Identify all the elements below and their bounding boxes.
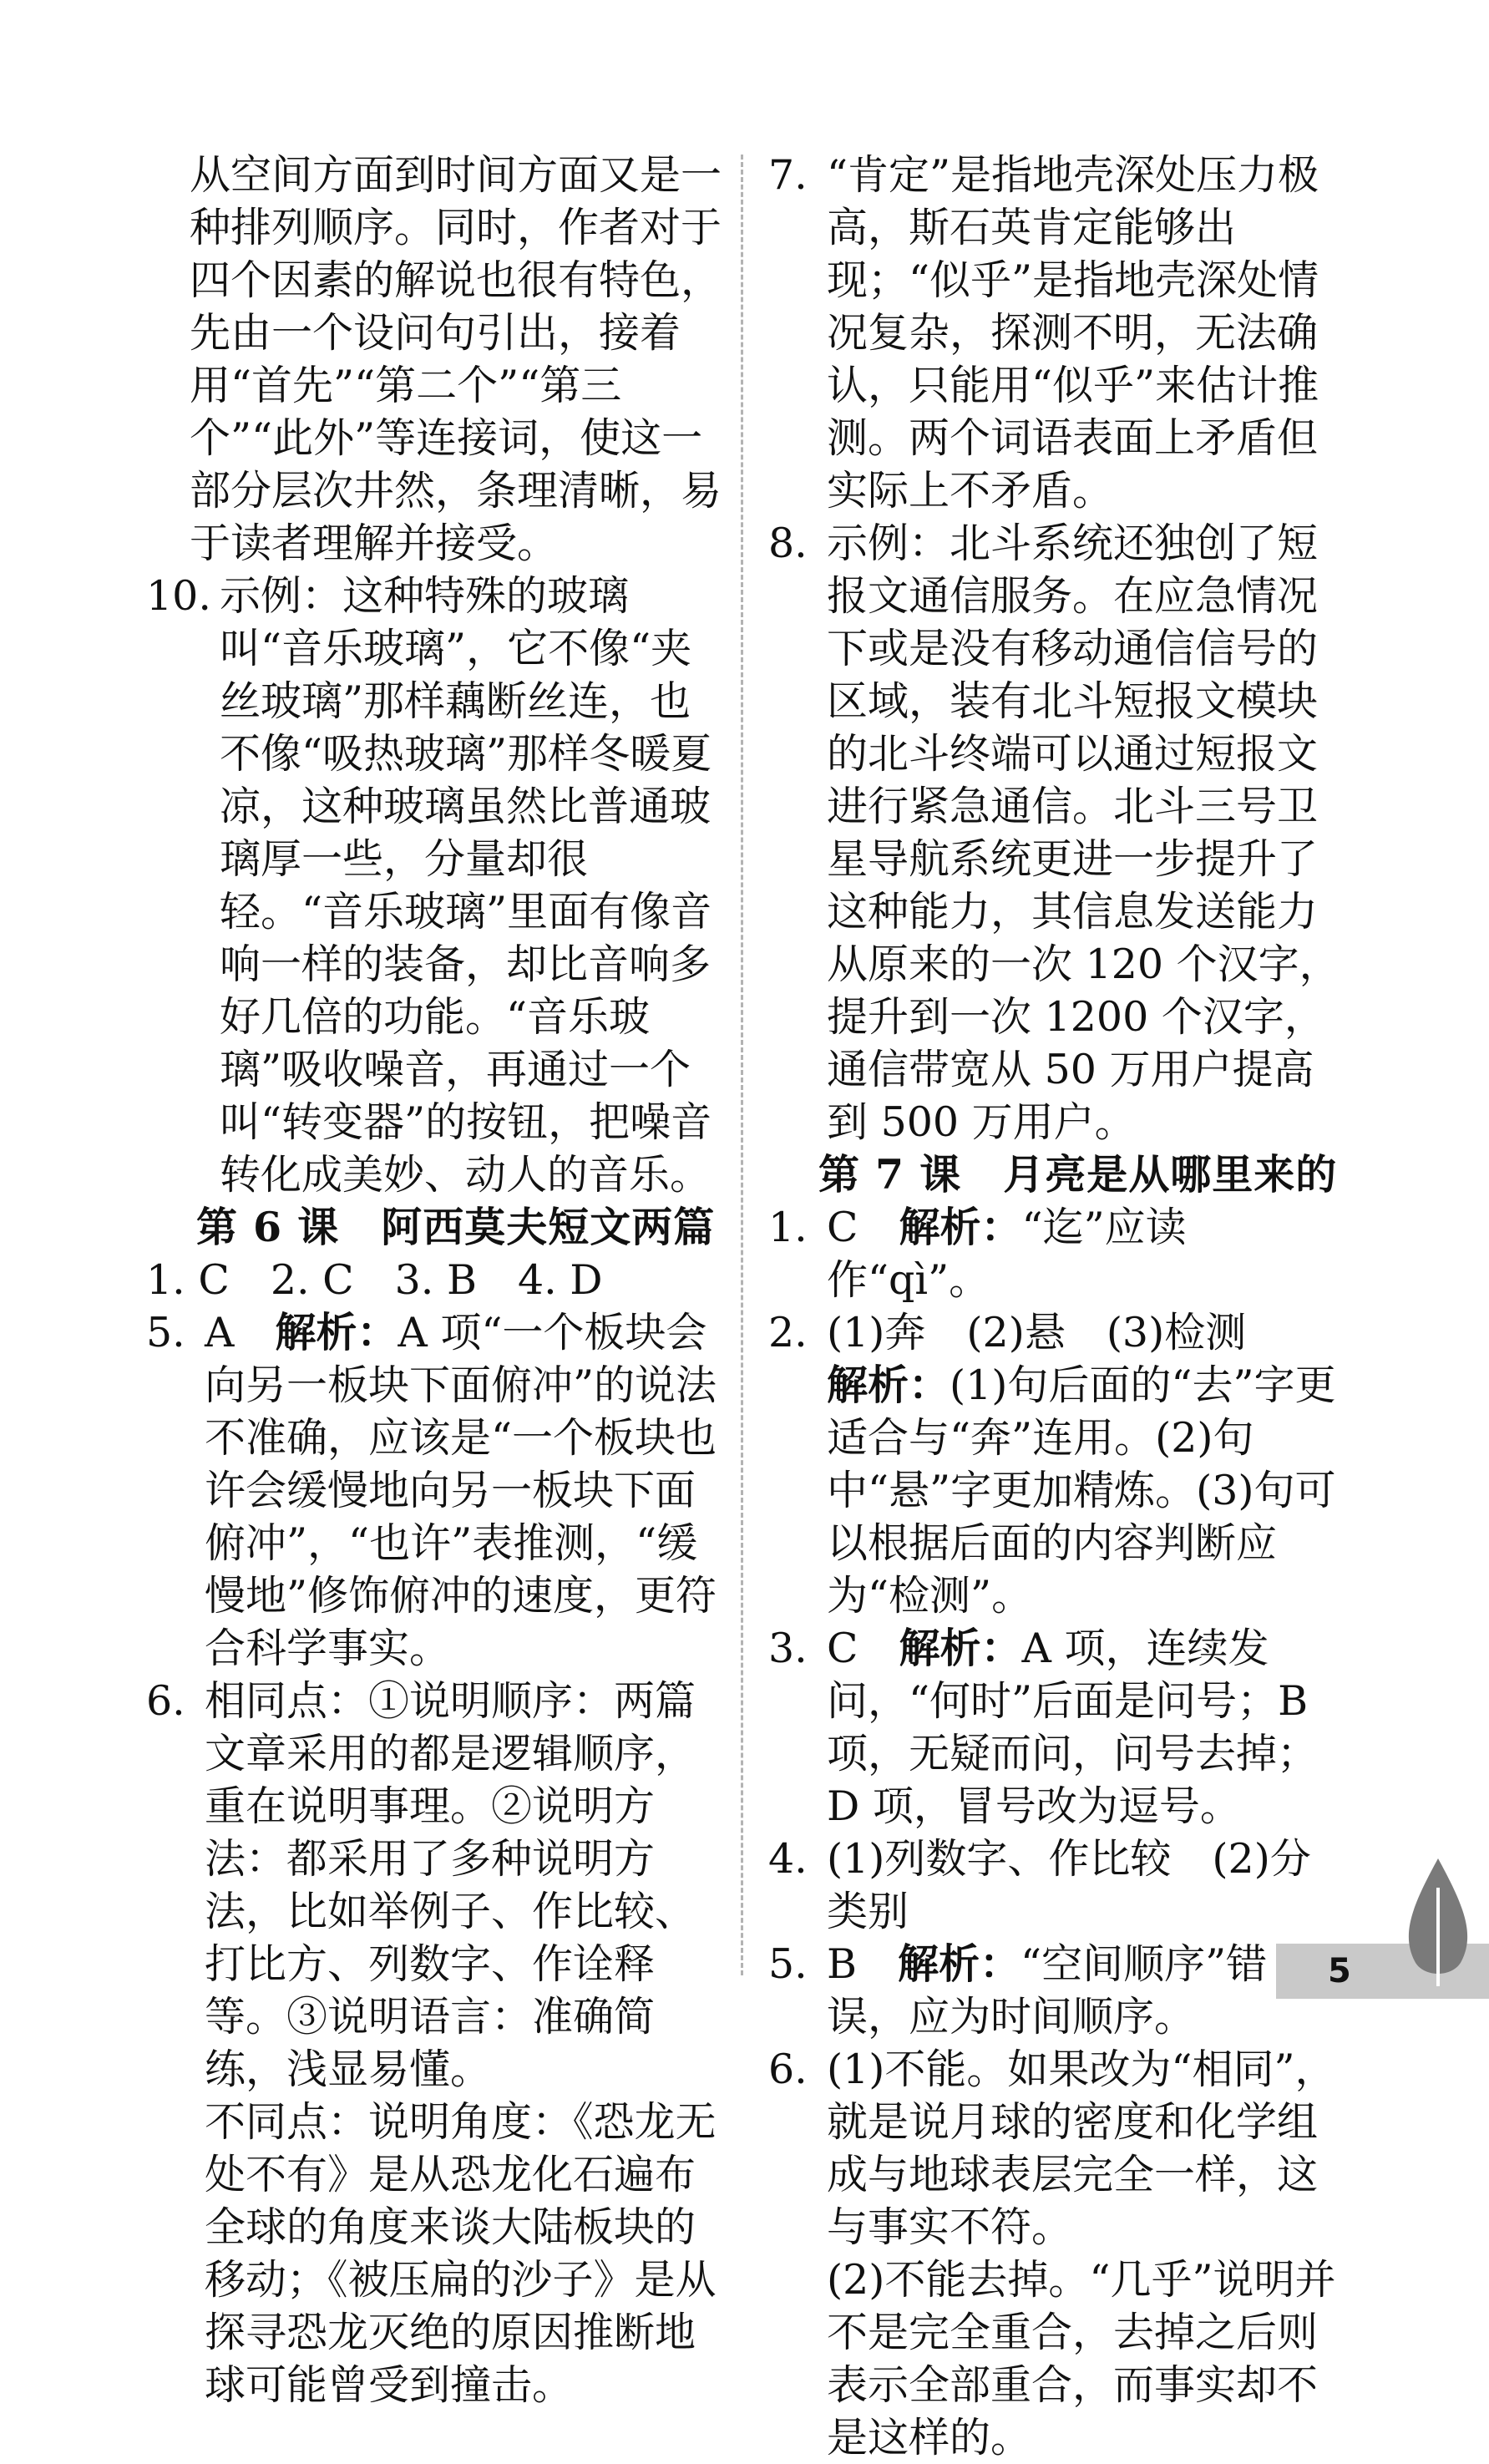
answer-text: (1)奔 (2)悬 (3)检测 bbox=[827, 1309, 1247, 1356]
answer-part-1: (1)不能。如果改为“相同”，就是说月球的密度和化学组成与地球表层完全一样，这与事实不符。 bbox=[827, 2046, 1336, 2251]
question-number: 2. bbox=[768, 1309, 808, 1356]
left-column bbox=[146, 149, 722, 2411]
answer-choice: A bbox=[205, 1309, 276, 1356]
column-divider bbox=[741, 155, 743, 1975]
analysis-label: 解析： bbox=[899, 1203, 1022, 1251]
question-5 bbox=[146, 1306, 722, 1675]
question-8 bbox=[768, 517, 1345, 1148]
question-number: 6. bbox=[768, 2046, 808, 2093]
lesson7-question-1 bbox=[768, 1201, 1345, 1306]
question-number: 8. bbox=[768, 520, 808, 567]
answer-text: (1)列数字、作比较 (2)分类别 bbox=[827, 1835, 1311, 1935]
question-10 bbox=[146, 570, 722, 1201]
analysis-label: 解析： bbox=[898, 1939, 1021, 1988]
lesson7-question-6 bbox=[768, 2043, 1345, 2464]
differences-text: 不同点：说明角度：《恐龙无处不有》是从恐龙化石遍布全球的角度来谈大陆板块的移动；《被压扁的沙子》是从探寻恐龙灭绝的原因推断地球可能曾受到撞击。 bbox=[205, 2098, 717, 2409]
question-number: 5. bbox=[146, 1309, 185, 1356]
similarities-text: 相同点：①说明顺序：两篇文章采用的都是逻辑顺序，重在说明事理。②说明方法：都采用了多种说明方法，比如举例子、作比较、打比方、列数字、作诠释等。③说明语言：准确简练，浅显易懂。 bbox=[205, 1677, 696, 2093]
lesson7-question-3 bbox=[768, 1622, 1345, 1833]
lesson7-question-2 bbox=[768, 1306, 1345, 1622]
question-7-text: “肯定”是指地壳深处压力极高，斯石英肯定能够出现；“似乎”是指地壳深处情况复杂，探测不明，无法确认，只能用“似乎”来估计推测。两个词语表面上矛盾但实际上不矛盾。 bbox=[827, 151, 1319, 515]
question-7 bbox=[768, 149, 1345, 517]
analysis-label: 解析： bbox=[899, 1624, 1022, 1672]
analysis-text: A 项“一个板块会向另一板块下面俯冲”的说法不准确，应该是“一个板块也许会缓慢地向另一板块下面俯冲”，“也许”表推测，“缓慢地”修饰俯冲的速度，更符合科学事实。 bbox=[205, 1309, 717, 1672]
question-number: 10. bbox=[146, 572, 211, 620]
question-number: 4. bbox=[768, 1835, 808, 1883]
lesson-7-title: 第 7 课 月亮是从哪里来的 bbox=[818, 1150, 1338, 1199]
leaf-icon bbox=[1396, 1854, 1480, 1988]
q9-continuation: 从空间方面到时间方面又是一种排列顺序。同时，作者对于四个因素的解说也很有特色，先由一个设问句引出，接着用“首先”“第二个”“第三个”“此外”等连接词，使这一部分层次井然，条理清晰，易于读者理解并接受。 bbox=[190, 151, 722, 567]
question-6 bbox=[146, 1675, 722, 2411]
answer-part-2: (2)不能去掉。“几乎”说明并不是完全重合，去掉之后则表示全部重合，而事实却不是这样的。 bbox=[827, 2256, 1336, 2461]
lesson-6-title: 第 6 课 阿西莫夫短文两篇 bbox=[196, 1203, 716, 1251]
question-8-text: 示例：北斗系统还独创了短报文通信服务。在应急情况下或是没有移动通信信号的区域，装有北斗短报文模块的北斗终端可以通过短报文进行紧急通信。北斗三号卫星导航系统更进一步提升了这种能力，其信息发送能力从原来的一次 120 个汉字，提升到一次 1200 个汉字，通信带宽从 50 万用户提高到 500 万用户。 bbox=[827, 520, 1340, 1146]
answer-choice: C bbox=[827, 1625, 899, 1672]
question-number: 5. bbox=[768, 1940, 808, 1988]
question-10-text: 示例：这种特殊的玻璃叫“音乐玻璃”，它不像“夹丝玻璃”那样藕断丝连，也不像“吸热玻璃”那样冬暖夏凉，这种玻璃虽然比普通玻璃厚一些，分量却很轻。“音乐玻璃”里面有像音响一样的装备，却比音响多好几倍的功能。“音乐玻璃”吸收噪音，再通过一个叫“转变器”的按钮，把噪音转化成美妙、动人的音乐。 bbox=[220, 572, 712, 1199]
analysis-label: 解析： bbox=[827, 1361, 950, 1409]
question-number: 7. bbox=[768, 151, 808, 199]
lesson7-question-5 bbox=[768, 1938, 1345, 2043]
answers-1-4: 1. C 2. C 3. B 4. D bbox=[146, 1256, 603, 1304]
question-number: 1. bbox=[768, 1204, 808, 1251]
page-number: 5 bbox=[1328, 1952, 1351, 1990]
analysis-text: A 项，连续发问，“何时”后面是问号；B 项，无疑而问，问号去掉；D 项，冒号改为逗号。 bbox=[827, 1625, 1319, 1830]
right-column bbox=[768, 149, 1345, 2464]
analysis-text: “空间顺序”错误，应为时间顺序。 bbox=[827, 1940, 1268, 2041]
analysis-text: (1)句后面的“去”字更适合与“奔”连用。(2)句中“悬”字更加精炼。(3)句可以根据后面的内容判断应为“检测”。 bbox=[827, 1361, 1336, 1620]
analysis-label: 解析： bbox=[275, 1308, 398, 1356]
lesson7-question-4 bbox=[768, 1833, 1345, 1938]
answer-choice: C bbox=[827, 1204, 899, 1251]
question-number: 6. bbox=[146, 1677, 185, 1725]
analysis-text: “迄”应读作“qì”。 bbox=[827, 1204, 1187, 1304]
answer-choice: B bbox=[827, 1940, 899, 1988]
question-number: 3. bbox=[768, 1625, 808, 1672]
